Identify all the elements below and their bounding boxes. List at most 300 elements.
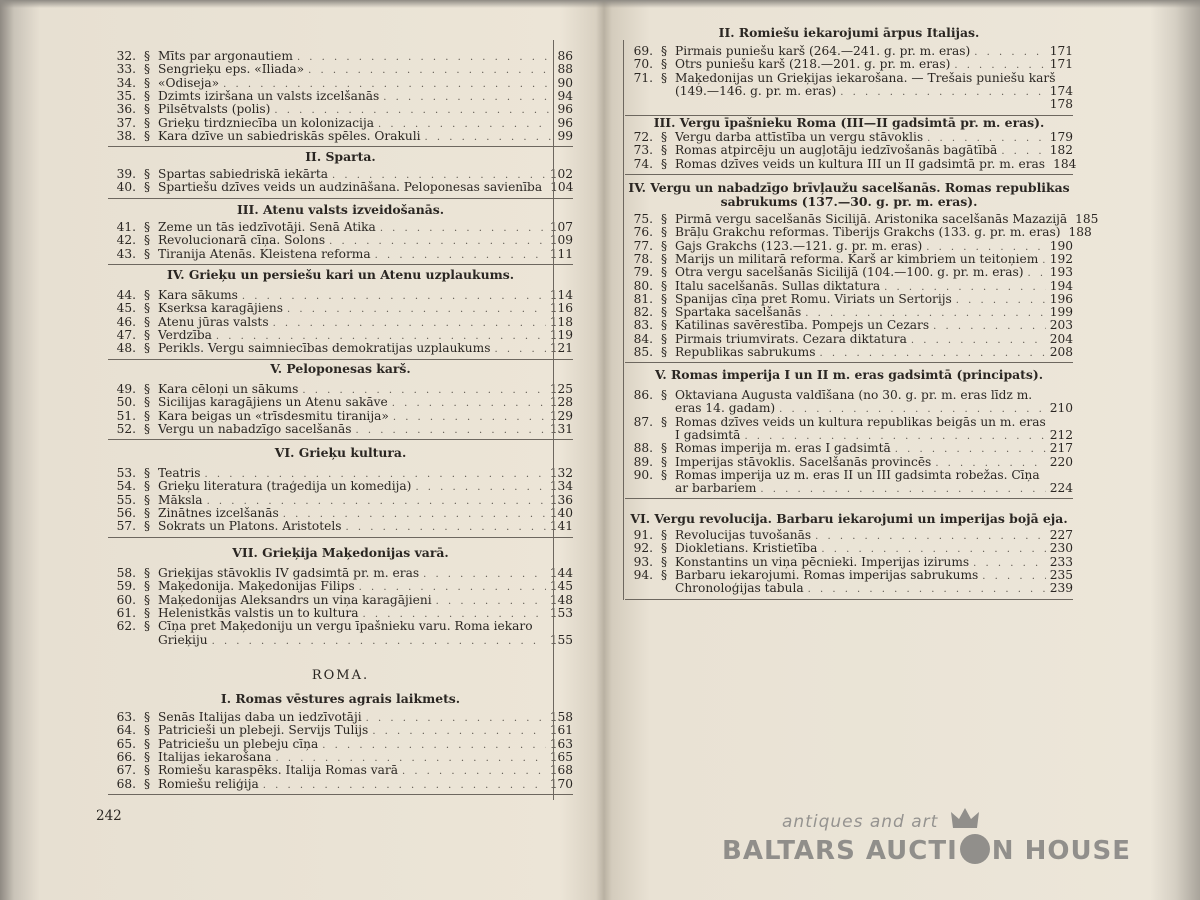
section-mark: §	[143, 341, 151, 356]
section-mark: §	[660, 251, 668, 266]
entry-number: 68.	[116, 776, 136, 791]
entry-title: Tiranija Atenās. Kleistena reforma	[158, 246, 371, 261]
entry-number: 41.	[116, 220, 136, 234]
entry-title: Brāļu Grakchu reformas. Tiberijs Grakchs (133. g. pr. m. eras)	[675, 225, 1061, 240]
toc-entry	[108, 129, 573, 145]
top-edge-shadow	[0, 0, 1200, 8]
column-rule	[625, 174, 1073, 175]
entry-title: Romas imperija uz m. eras II un III gadsimta robežas. Cīņa	[675, 467, 1040, 482]
entry-page: 224	[1049, 481, 1073, 496]
entry-number: 40.	[116, 180, 136, 195]
entry-title: Maķedonijas un Grieķijas iekarošana. — Trešais puniešu karš	[675, 70, 1056, 85]
entry-number: 88.	[633, 441, 653, 456]
section-mark: §	[660, 454, 668, 469]
entry-title: Verdzība	[158, 327, 212, 342]
entry-title: Republikas sabrukums	[675, 345, 816, 359]
section-heading: III. Vergu īpašnieku Roma (III—II gadsimtā pr. m. eras).	[653, 115, 1045, 130]
entry-title-continued: Grieķiju	[158, 632, 208, 647]
entry-title: Cīņa pret Maķedoniju un vergu īpašnieku varu. Roma iekaro	[158, 619, 533, 634]
entry-page: 171	[1049, 44, 1073, 58]
section-mark: §	[660, 291, 668, 306]
entry-page: 182	[1049, 143, 1073, 158]
entry-title-continued: ar barbariem	[675, 481, 757, 496]
entry-page: 128	[549, 395, 573, 410]
part-title: ROMA.	[311, 668, 370, 683]
entry-title: Grieķu tirdzniecība un kolonizacija	[158, 115, 374, 130]
entry-number: 38.	[116, 128, 136, 143]
watermark-title-part2: N HOUSE	[991, 836, 1132, 866]
entry-title: Gajs Grakchs (123.—121. g. pr. m. eras)	[675, 238, 923, 253]
entry-title: Romas atpircēju un augļotāju iedzīvošanās bagātībā	[675, 143, 998, 158]
section-mark: §	[660, 265, 668, 280]
entry-number: 60.	[116, 592, 136, 607]
column-rule	[108, 146, 573, 147]
entry-title: Konstantins un viņa pēcnieki. Imperijas izirums	[675, 554, 970, 569]
toc-entry	[625, 581, 1073, 597]
entry-title: Teatris	[158, 466, 201, 480]
section-heading: VII. Grieķija Maķedonijas varā.	[232, 545, 449, 560]
entry-title: Kara beigas un «trīsdesmitu tiranija»	[158, 408, 389, 423]
section-mark: §	[660, 388, 668, 402]
leader-dots	[760, 483, 1045, 497]
entry-title: Revolucijas tuvošanās	[675, 528, 812, 542]
entry-number: 32.	[116, 49, 136, 63]
entry-title: Revolucionarā cīņa. Solons	[158, 233, 326, 248]
entry-number: 42.	[116, 233, 136, 248]
entry-page: 129	[549, 408, 573, 423]
leader-dots	[425, 131, 552, 145]
watermark-title-part1: BALTARS AUCTI	[722, 836, 958, 866]
entry-title: Vergu darba attīstība un vergu stāvoklis	[675, 130, 924, 144]
entry-page: 148	[549, 592, 573, 607]
section-mark: §	[143, 421, 151, 436]
section-mark: §	[143, 88, 151, 103]
entry-title: «Odiseja»	[158, 75, 220, 90]
section-mark: §	[660, 318, 668, 333]
entry-title: Italijas iekarošana	[158, 749, 272, 764]
entry-title: Mīts par argonautiem	[158, 49, 293, 63]
section-mark: §	[660, 130, 668, 144]
section-mark: §	[143, 466, 151, 480]
entry-number: 81.	[633, 291, 653, 306]
entry-title: Pirmā vergu sacelšanās Sicilijā. Aristonika sacelšanās Mazazijā	[675, 212, 1068, 226]
section-mark: §	[660, 156, 668, 171]
entry-page: 107	[549, 220, 573, 234]
entry-title: Zeme un tās iedzīvotāji. Senā Atika	[158, 220, 376, 234]
toc-entry	[108, 247, 573, 263]
column-rule	[108, 439, 573, 440]
entry-page: 184	[1053, 156, 1077, 171]
section-heading: IV. Vergu un nabadzīgo brīvļaužu sacelšanās. Romas republikas	[628, 180, 1070, 195]
column-rule	[108, 537, 573, 538]
watermark	[722, 812, 1132, 882]
toc-entry	[625, 97, 1073, 113]
leader-dots	[355, 424, 545, 438]
toc-entry	[625, 156, 1077, 173]
entry-title: Imperijas stāvoklis. Sacelšanās provincēs	[675, 454, 932, 469]
section-mark: §	[143, 605, 151, 620]
entry-number: 76.	[633, 225, 653, 240]
entry-title: Otrs puniešu karš (218.—201. g. pr. m. eras)	[675, 57, 951, 72]
entry-title: Dzimts iziršana un valsts izcelšanās	[158, 88, 380, 103]
entry-number: 52.	[116, 421, 136, 436]
section-mark: §	[660, 278, 668, 293]
entry-title: Maķedonijas Aleksandrs un viņa karagājieni	[158, 592, 432, 607]
entry-page: 155	[549, 632, 573, 647]
entry-title: Katilinas savērestība. Pompejs un Cezars	[675, 318, 930, 333]
entry-title: Grieķu literatura (traģedija un komedija)	[158, 479, 412, 494]
toc-entry	[108, 619, 573, 633]
section-mark: §	[143, 382, 151, 396]
entry-number: 54.	[116, 479, 136, 494]
section-mark: §	[143, 492, 151, 507]
section-mark: §	[660, 331, 668, 346]
entry-number: 87.	[633, 414, 653, 429]
entry-title: Romiešu karaspēks. Italija Romas varā	[158, 763, 398, 778]
section-mark: §	[143, 505, 151, 520]
section-heading: II. Romiešu iekarojumi ārpus Italijas.	[718, 25, 980, 40]
toc-entry	[625, 388, 1073, 402]
entry-number: 47.	[116, 327, 136, 342]
leader-dots	[819, 347, 1045, 361]
entry-page: 233	[1049, 554, 1073, 569]
toc-entry	[108, 519, 573, 535]
entry-number: 34.	[116, 75, 136, 90]
entry-number: 57.	[116, 519, 136, 534]
section-heading: V. Romas imperija I un II m. eras gadsimtā (principats).	[654, 367, 1044, 382]
section-mark: §	[660, 554, 668, 569]
toc-entry	[108, 341, 573, 357]
section-heading: V. Peloponesas karš.	[270, 361, 411, 376]
entry-title: Kara sākums	[158, 288, 238, 302]
entry-page: 165	[549, 749, 573, 764]
entry-page: 102	[549, 167, 573, 181]
entry-number: 55.	[116, 492, 136, 507]
entry-page: 212	[1049, 427, 1073, 442]
entry-title: Spanijas cīņa pret Romu. Viriats un Sertorijs	[675, 291, 952, 306]
toc-entry	[625, 71, 1073, 85]
toc-entry	[108, 180, 573, 196]
leader-dots	[494, 343, 545, 357]
entry-page: 235	[1049, 567, 1073, 582]
entry-title: Senās Italijas daba un iedzīvotāji	[158, 710, 362, 724]
section-mark: §	[143, 75, 151, 90]
section-mark: §	[660, 414, 668, 429]
entry-page: 188	[1068, 225, 1092, 240]
section-mark: §	[143, 288, 151, 302]
section-mark: §	[143, 736, 151, 751]
entry-page: 136	[549, 492, 573, 507]
section-mark: §	[143, 579, 151, 594]
entry-number: 45.	[116, 301, 136, 316]
entry-title: Patricieši un plebeji. Servijs Tulijs	[158, 723, 369, 738]
section-heading: III. Atenu valsts izveidošanās.	[236, 202, 445, 217]
section-mark: §	[660, 57, 668, 72]
entry-page: 118	[549, 314, 573, 329]
entry-title: Atenu jūras valsts	[158, 314, 269, 329]
page-rule	[623, 40, 624, 600]
section-mark: §	[143, 749, 151, 764]
section-mark: §	[143, 408, 151, 423]
entry-title: Pirmais puniešu karš (264.—241. g. pr. m. eras)	[675, 44, 971, 58]
section-mark: §	[143, 619, 151, 634]
entry-page: 121	[549, 341, 573, 356]
entry-page: 203	[1049, 318, 1073, 333]
entry-title: Oktaviana Augusta valdīšana (no 30. g. pr. m. eras līdz m.	[675, 388, 1033, 402]
entry-number: 33.	[116, 62, 136, 77]
watermark-title	[722, 834, 1131, 866]
entry-number: 50.	[116, 395, 136, 410]
entry-title: Romas dzīves veids un kultura republikas beigās un m. eras	[675, 414, 1046, 429]
section-mark: §	[660, 44, 668, 58]
entry-page: 208	[1049, 345, 1073, 359]
section-mark: §	[660, 305, 668, 320]
section-mark: §	[660, 70, 668, 85]
section-mark: §	[143, 220, 151, 234]
section-mark: §	[143, 128, 151, 143]
column-rule	[108, 359, 573, 360]
section-mark: §	[143, 723, 151, 738]
section-mark: §	[660, 143, 668, 158]
entry-title: Chronoloģijas tabula	[675, 581, 804, 596]
section-mark: §	[143, 327, 151, 342]
entry-page: 230	[1049, 541, 1073, 556]
entry-number: 49.	[116, 382, 136, 396]
entry-number: 67.	[116, 763, 136, 778]
entry-page: 114	[549, 288, 573, 302]
entry-number: 64.	[116, 723, 136, 738]
entry-title: Romas imperija m. eras I gadsimtā	[675, 441, 891, 456]
entry-page: 86	[557, 49, 573, 63]
entry-title: Kserksa karagājiens	[158, 301, 283, 316]
entry-number: 69.	[633, 44, 653, 58]
entry-page: 94	[557, 88, 573, 103]
entry-number: 77.	[633, 238, 653, 253]
section-mark: §	[143, 763, 151, 778]
entry-page: 125	[549, 382, 573, 396]
entry-number: 56.	[116, 505, 136, 520]
column-rule	[625, 599, 1073, 600]
entry-page: 158	[549, 710, 573, 724]
entry-page: 204	[1049, 331, 1073, 346]
entry-title: Sengrieķu eps. «Iliada»	[158, 62, 305, 77]
entry-number: 36.	[116, 102, 136, 117]
entry-title: Romiešu reliģija	[158, 776, 259, 791]
entry-page: 116	[549, 301, 573, 316]
entry-page: 196	[1049, 291, 1073, 306]
entry-number: 92.	[633, 541, 653, 556]
toc-entry-continued	[158, 633, 573, 649]
entry-page: 141	[549, 519, 573, 534]
entry-page: 178	[1049, 97, 1073, 112]
entry-number: 73.	[633, 143, 653, 158]
entry-title: Marijs un militarā reforma. Karš ar kimbriem un teitoņiem	[675, 251, 1039, 266]
section-mark: §	[143, 62, 151, 77]
entry-number: 35.	[116, 88, 136, 103]
section-mark: §	[143, 180, 151, 195]
entry-title: Kara cēloņi un sākums	[158, 382, 299, 396]
section-mark: §	[143, 115, 151, 130]
entry-page: 179	[1049, 130, 1073, 144]
entry-number: 93.	[633, 554, 653, 569]
section-mark: §	[143, 566, 151, 580]
entry-page: 88	[557, 62, 573, 77]
entry-title: Helenistkās valstis un to kultura	[158, 605, 359, 620]
entry-page: 168	[549, 763, 573, 778]
entry-number: 89.	[633, 454, 653, 469]
section-mark: §	[660, 567, 668, 582]
section-mark: §	[660, 238, 668, 253]
section-mark: §	[143, 710, 151, 724]
section-heading: VI. Grieķu kultura.	[274, 445, 407, 460]
entry-number: 75.	[633, 212, 653, 226]
section-mark: §	[143, 301, 151, 316]
section-mark: §	[143, 776, 151, 791]
section-mark: §	[143, 246, 151, 261]
entry-page: 185	[1075, 212, 1099, 226]
entry-number: 85.	[633, 345, 653, 359]
column-rule	[108, 198, 573, 199]
leader-dots	[375, 249, 546, 263]
entry-number: 71.	[633, 70, 653, 85]
entry-number: 82.	[633, 305, 653, 320]
entry-page: 90	[557, 75, 573, 90]
entry-number: 66.	[116, 749, 136, 764]
entry-title-continued: (149.—146. g. pr. m. eras)	[675, 83, 837, 98]
entry-page: 239	[1049, 581, 1073, 596]
entry-number: 72.	[633, 130, 653, 144]
crown-icon	[950, 806, 980, 832]
section-mark: §	[143, 49, 151, 63]
entry-page: 96	[557, 102, 573, 117]
entry-number: 65.	[116, 736, 136, 751]
entry-title: Otra vergu sacelšanās Sicilijā (104.—100. g. pr. m. eras)	[675, 265, 1024, 280]
entry-page: 131	[549, 421, 573, 436]
entry-title: Pirmais triumvirats. Cezara diktatura	[675, 331, 907, 346]
entry-title: Sicilijas karagājiens un Atenu sakāve	[158, 395, 388, 410]
section-mark: §	[660, 541, 668, 556]
leader-dots	[346, 521, 546, 535]
entry-page: 193	[1049, 265, 1073, 280]
entry-number: 51.	[116, 408, 136, 423]
entry-page: 104	[550, 180, 574, 195]
entry-title: Spartaka sacelšanās	[675, 305, 802, 320]
entry-number: 80.	[633, 278, 653, 293]
entry-title: Māksla	[158, 492, 203, 507]
section-mark: §	[143, 314, 151, 329]
entry-number: 83.	[633, 318, 653, 333]
section-mark: §	[660, 467, 668, 482]
entry-number: 43.	[116, 246, 136, 261]
section-mark: §	[143, 233, 151, 248]
entry-page: 170	[549, 776, 573, 791]
entry-title: Perikls. Vergu saimniecības demokratijas uzplaukums	[158, 341, 491, 356]
section-mark: §	[143, 592, 151, 607]
entry-title: Barbaru iekarojumi. Romas imperijas sabrukums	[675, 567, 979, 582]
section-heading: VI. Vergu revolucija. Barbaru iekarojumi un imperijas bojā eja.	[630, 511, 1068, 526]
page-number: 242	[96, 808, 122, 824]
entry-title: Grieķijas stāvoklis IV gadsimtā pr. m. eras	[158, 566, 420, 580]
entry-page: 171	[1049, 57, 1073, 72]
section-mark: §	[143, 395, 151, 410]
entry-page: 132	[549, 466, 573, 480]
section-heading: II. Sparta.	[305, 149, 376, 164]
toc-entry	[108, 422, 573, 438]
entry-title: Diokletians. Kristietība	[675, 541, 818, 556]
entry-page: 161	[549, 723, 573, 738]
section-mark: §	[660, 345, 668, 359]
entry-page: 192	[1049, 251, 1073, 266]
section-mark: §	[143, 519, 151, 534]
section-mark: §	[660, 441, 668, 456]
entry-title: Patriciešu un plebeju cīņa	[158, 736, 319, 751]
entry-page: 99	[557, 128, 573, 143]
entry-page: 140	[549, 505, 573, 520]
entry-number: 91.	[633, 528, 653, 542]
entry-number: 74.	[633, 156, 653, 171]
leader-dots	[263, 779, 546, 793]
entry-page: 119	[549, 327, 573, 342]
column-rule	[108, 264, 573, 265]
entry-page: 227	[1049, 528, 1073, 542]
entry-number: 70.	[633, 57, 653, 72]
toc-entry	[108, 777, 573, 793]
entry-page: 111	[549, 246, 573, 261]
section-heading: I. Romas vēstures agrais laikmets.	[220, 691, 461, 706]
watermark-tagline: antiques and art	[782, 812, 939, 832]
entry-page: 220	[1049, 454, 1073, 469]
section-mark: §	[660, 225, 668, 240]
entry-title: Sokrats un Platons. Aristotels	[158, 519, 342, 534]
entry-title-continued: I gadsimtā	[675, 427, 741, 442]
entry-title: Italu sacelšanās. Sullas diktatura	[675, 278, 881, 293]
section-mark: §	[660, 528, 668, 542]
entry-number: 90.	[633, 467, 653, 482]
entry-title: Zinātnes izcelšanās	[158, 505, 279, 520]
entry-page: 210	[1049, 401, 1073, 416]
entry-page: 199	[1049, 305, 1073, 320]
entry-number: 58.	[116, 566, 136, 580]
entry-number: 44.	[116, 288, 136, 302]
entry-title: Kara dzīve un sabiedriskās spēles. Orakuli	[158, 128, 421, 143]
entry-page: 217	[1049, 441, 1073, 456]
entry-number: 94.	[633, 567, 653, 582]
entry-title: Maķedonija. Maķedonijas Filips	[158, 579, 355, 594]
entry-title: Pilsētvalsts (polis)	[158, 102, 271, 117]
section-mark: §	[143, 479, 151, 494]
entry-number: 53.	[116, 466, 136, 480]
section-mark: §	[143, 102, 151, 117]
entry-number: 61.	[116, 605, 136, 620]
toc-entry-continued	[675, 481, 1073, 497]
entry-number: 59.	[116, 579, 136, 594]
toc-entry	[625, 415, 1073, 429]
watermark-o-mark	[960, 834, 990, 864]
entry-page: 144	[549, 566, 573, 580]
entry-number: 46.	[116, 314, 136, 329]
entry-number: 78.	[633, 251, 653, 266]
entry-title: Romas dzīves veids un kultura III un II gadsimtā pr. m. eras	[675, 156, 1046, 171]
section-mark: §	[143, 167, 151, 181]
entry-page: 174	[1049, 83, 1073, 98]
page-rule	[553, 40, 554, 800]
entry-page: 96	[557, 115, 573, 130]
entry-title-continued: eras 14. gadam)	[675, 401, 776, 416]
entry-number: 62.	[116, 619, 136, 634]
entry-number: 84.	[633, 331, 653, 346]
section-heading-continued: sabrukums (137.—30. g. pr. m. eras).	[720, 194, 978, 209]
leader-dots	[808, 583, 1046, 597]
